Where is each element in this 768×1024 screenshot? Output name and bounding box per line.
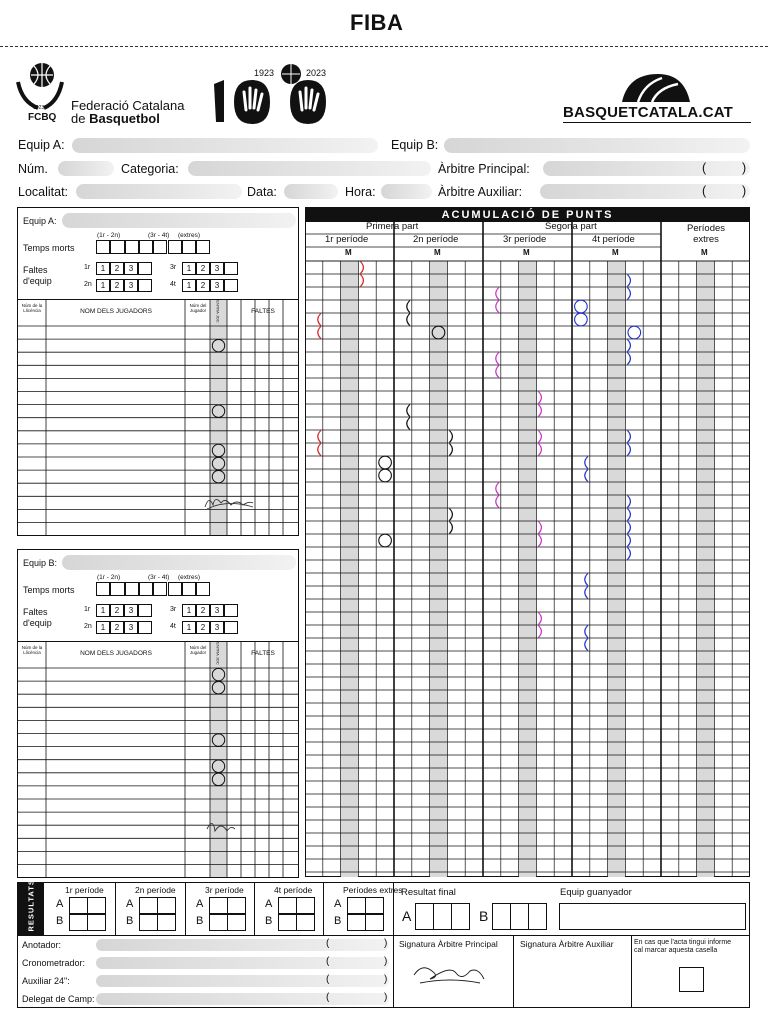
signature-divider-2 xyxy=(631,935,632,1008)
team_b-team-foul-box[interactable]: 3 xyxy=(210,604,224,617)
fcbq-abbr: FCBQ xyxy=(28,112,57,123)
equip-guanyador-label: Equip guanyador xyxy=(560,887,632,898)
score-mark xyxy=(318,431,321,443)
anotador-field[interactable] xyxy=(96,939,389,951)
arbitre-auxiliar-label: Àrbitre Auxiliar: xyxy=(438,185,523,199)
team_b-timeout-box[interactable] xyxy=(110,582,124,596)
results-period-box[interactable] xyxy=(139,914,158,931)
team_a-name-field[interactable] xyxy=(62,213,296,228)
team_a-tm-group-3: (extres) xyxy=(178,232,201,239)
results-period-box[interactable] xyxy=(227,914,246,931)
team_b-timeout-box[interactable] xyxy=(196,582,210,596)
arbitre-auxiliar-field[interactable] xyxy=(540,184,750,199)
score-mark xyxy=(585,470,588,482)
fcbq-year: 1923 xyxy=(33,105,45,111)
categoria-label: Categoria: xyxy=(121,162,179,176)
final-a-label: A xyxy=(402,908,412,924)
team_a-team-foul-box[interactable] xyxy=(224,262,238,275)
equip-a-field[interactable] xyxy=(72,138,378,153)
team_a-team-foul-box[interactable]: 2 xyxy=(110,279,124,292)
official-paren-open: ( xyxy=(326,956,330,967)
results-period-b-label: B xyxy=(265,915,273,927)
score-mark xyxy=(627,431,630,443)
arbitre-principal-field[interactable] xyxy=(543,161,750,176)
score-mark xyxy=(407,301,410,313)
team_a-team-foul-box[interactable] xyxy=(224,279,238,292)
results-vertical-label: RESULTATS xyxy=(26,879,36,932)
team_b-timeout-box[interactable] xyxy=(139,582,153,596)
final-b-label: B xyxy=(479,908,489,924)
period-3-header: 3r període xyxy=(503,234,547,245)
team_b-team-foul-box[interactable]: 1 xyxy=(96,604,110,617)
team_b-faltes-label: Faltes xyxy=(23,607,48,617)
results-period-box[interactable] xyxy=(157,897,176,914)
arbitre-principal-paren-open: ( xyxy=(702,161,707,175)
team_a-team-foul-box[interactable]: 1 xyxy=(182,262,196,275)
site-name: BASQUETCATALA.CAT xyxy=(563,104,734,121)
results-period-box[interactable] xyxy=(278,897,297,914)
score-mark xyxy=(379,456,392,469)
team_a-timeout-box[interactable] xyxy=(125,240,139,254)
results-period-a-label: A xyxy=(56,898,64,910)
principal-signature-icon xyxy=(410,955,490,990)
m-label-4: M xyxy=(612,248,619,257)
team_a-label: Equip A: xyxy=(23,216,57,226)
arbitre-auxiliar-paren-close: ) xyxy=(742,184,747,198)
num-label: Núm. xyxy=(18,162,48,176)
results-period-box[interactable] xyxy=(69,897,88,914)
basquetcatala-logo-icon xyxy=(618,72,692,104)
official-paren-open: ( xyxy=(326,938,330,949)
score-mark xyxy=(449,509,452,521)
score-mark xyxy=(585,457,588,469)
score-mark xyxy=(627,496,630,508)
results-period-box[interactable] xyxy=(365,897,384,914)
results-period-divider xyxy=(254,882,255,935)
signatura-principal-label: Signatura Àrbitre Principal xyxy=(399,939,498,949)
score-mark xyxy=(627,535,630,547)
scoring-grid[interactable] xyxy=(305,207,750,877)
team_a-col-noms: NOM DELS JUGADORS xyxy=(80,308,152,315)
team_b-team-foul-box[interactable]: 3 xyxy=(210,621,224,634)
team_b-team-foul-box[interactable]: 2 xyxy=(196,621,210,634)
official-paren-open: ( xyxy=(326,974,330,985)
score-mark xyxy=(538,626,541,638)
team_b-team-foul-box[interactable] xyxy=(224,621,238,634)
team_a-team-foul-box[interactable]: 2 xyxy=(196,262,210,275)
team_b-team-foul-box[interactable]: 2 xyxy=(110,621,124,634)
team_a-team-foul-box[interactable]: 3 xyxy=(210,262,224,275)
official-paren-open: ( xyxy=(326,992,330,1003)
final-b-digit-1[interactable] xyxy=(492,903,511,930)
team_b-tm-group-2: (3r - 4t) xyxy=(148,574,170,581)
site-underline xyxy=(563,122,751,123)
score-mark xyxy=(449,522,452,534)
results-mid-divider xyxy=(393,882,394,1008)
final-b-digit-2[interactable] xyxy=(510,903,529,930)
results-period-box[interactable] xyxy=(278,914,297,931)
score-mark xyxy=(585,639,588,651)
team_a-team-foul-box[interactable] xyxy=(138,279,152,292)
team_a-faltes-label: Faltes xyxy=(23,265,48,275)
team_b-col-num-jugador: Núm del Jugador xyxy=(189,645,207,655)
data-label: Data: xyxy=(247,185,277,199)
cronometrador-field[interactable] xyxy=(96,957,389,969)
fcbq-name-line2: de Basquetbol xyxy=(71,111,160,126)
team_a-roster-grid[interactable] xyxy=(17,299,299,536)
score-mark xyxy=(575,313,588,326)
m-label-3: M xyxy=(523,248,530,257)
results-period-box[interactable] xyxy=(87,897,106,914)
team_b-team-foul-box[interactable]: 1 xyxy=(96,621,110,634)
score-mark xyxy=(538,405,541,417)
period-1-header: 1r període xyxy=(325,234,369,245)
score-mark xyxy=(496,288,499,300)
team_b-team-foul-box[interactable]: 3 xyxy=(124,621,138,634)
team_a-temps-morts-label: Temps morts xyxy=(23,243,75,253)
delegat-label: Delegat de Camp: xyxy=(22,994,95,1004)
team_a-timeout-box[interactable] xyxy=(96,240,110,254)
score-mark xyxy=(585,626,588,638)
team_b-roster-table xyxy=(17,641,299,876)
team_b-dequip-label: d'equip xyxy=(23,618,52,628)
arbitre-principal-paren-close: ) xyxy=(742,161,747,175)
scoring-title: ACUMULACIÓ DE PUNTS xyxy=(306,208,749,222)
score-mark xyxy=(627,275,630,287)
team_a-team-foul-box[interactable]: 1 xyxy=(96,279,110,292)
official-paren-close: ) xyxy=(384,956,388,967)
page-title: FIBA xyxy=(350,10,404,35)
categoria-field[interactable] xyxy=(188,161,431,176)
team_b-label: Equip B: xyxy=(23,558,58,568)
score-mark xyxy=(496,353,499,365)
team_b-tm-group-1: (1r - 2n) xyxy=(97,574,121,581)
team_b-timeout-box[interactable] xyxy=(153,582,167,596)
final-a-digit-1[interactable] xyxy=(415,903,434,930)
team_b-period-label: 2n xyxy=(84,623,92,630)
team_b-col-licencia: Núm de la Llicència xyxy=(21,645,43,655)
results-period-box[interactable] xyxy=(227,897,246,914)
results-period-label-1: 1r període xyxy=(65,885,104,895)
arbitre-auxiliar-paren-open: ( xyxy=(702,184,707,198)
m-label-5: M xyxy=(701,248,708,257)
team_a-team-foul-box[interactable]: 2 xyxy=(110,262,124,275)
score-mark xyxy=(538,444,541,456)
num-field[interactable] xyxy=(58,161,114,176)
results-period-box[interactable] xyxy=(365,914,384,931)
team_a-team-foul-box[interactable]: 3 xyxy=(210,279,224,292)
score-mark xyxy=(628,326,641,339)
team_b-team-foul-box[interactable] xyxy=(138,621,152,634)
team_b-col-faltes: FALTES xyxy=(251,650,275,657)
results-period-box[interactable] xyxy=(157,914,176,931)
score-mark xyxy=(627,509,630,521)
results-right-divider xyxy=(393,935,750,936)
score-mark xyxy=(496,483,499,495)
score-mark xyxy=(627,288,630,300)
results-period-label-4: 4t període xyxy=(274,885,313,895)
team_a-team-foul-box[interactable]: 3 xyxy=(124,262,138,275)
team_a-col-entra: ENTRA JOC xyxy=(215,300,221,323)
results-period-b-label: B xyxy=(196,915,204,927)
results-top-divider xyxy=(17,935,393,936)
arbitre-principal-label: Àrbitre Principal: xyxy=(438,162,530,176)
team_b-period-label: 4t xyxy=(170,623,176,630)
team_b-timeout-box[interactable] xyxy=(96,582,110,596)
cronometrador-label: Cronometrador: xyxy=(22,958,86,968)
team_a-team-foul-box[interactable]: 2 xyxy=(196,279,210,292)
team_a-period-label: 1r xyxy=(84,264,91,271)
score-mark xyxy=(318,314,321,326)
team_b-team-foul-box[interactable]: 1 xyxy=(182,604,196,617)
score-mark xyxy=(538,535,541,547)
score-mark xyxy=(627,548,630,560)
auxiliar-label: Auxiliar 24": xyxy=(22,976,70,986)
team_a-col-num-jugador: Núm del Jugador xyxy=(189,303,207,313)
team_a-team-foul-box[interactable]: 3 xyxy=(124,279,138,292)
signature-divider-1 xyxy=(513,935,514,1008)
team_a-timeout-box[interactable] xyxy=(110,240,124,254)
report-note: En cas que l'acta tingui informe cal marcar aquesta casella xyxy=(634,939,732,954)
results-period-box[interactable] xyxy=(347,914,366,931)
results-period-label-5: Períodes extres xyxy=(343,885,403,895)
team_a-period-label: 4t xyxy=(170,281,176,288)
localitat-field[interactable] xyxy=(76,184,242,199)
official-paren-close: ) xyxy=(384,974,388,985)
localitat-label: Localitat: xyxy=(18,185,69,199)
results-period-a-label: A xyxy=(196,898,204,910)
score-mark xyxy=(449,431,452,443)
score-mark xyxy=(360,262,363,274)
team_a-roster-table xyxy=(17,299,299,534)
results-period-box[interactable] xyxy=(209,897,228,914)
score-mark xyxy=(496,301,499,313)
results-period-divider xyxy=(323,882,324,935)
team_b-period-label: 3r xyxy=(170,606,177,613)
team_b-team-foul-box[interactable]: 2 xyxy=(196,604,210,617)
team_a-timeout-box[interactable] xyxy=(196,240,210,254)
signatura-auxiliar-label: Signatura Àrbitre Auxiliar xyxy=(520,939,614,949)
equip-b-field[interactable] xyxy=(444,138,750,153)
score-mark xyxy=(379,469,392,482)
results-period-box[interactable] xyxy=(139,897,158,914)
score-mark xyxy=(538,431,541,443)
half-primera-part: Primera part xyxy=(366,221,419,232)
team_b-team-foul-box[interactable]: 3 xyxy=(124,604,138,617)
team_a-timeout-box[interactable] xyxy=(153,240,167,254)
half-segona-part: Segona part xyxy=(545,221,597,232)
results-period-a-label: A xyxy=(334,898,342,910)
score-mark xyxy=(627,444,630,456)
data-field[interactable] xyxy=(284,184,338,199)
equip-guanyador-field[interactable] xyxy=(559,903,746,930)
results-period-b-label: B xyxy=(56,915,64,927)
header-dashed-divider xyxy=(0,46,768,47)
team_a-timeout-box[interactable] xyxy=(139,240,153,254)
final-b-digit-3[interactable] xyxy=(528,903,547,930)
final-a-boxes[interactable] xyxy=(416,903,470,930)
team_a-period-label: 3r xyxy=(170,264,177,271)
score-mark xyxy=(496,366,499,378)
results-period-box[interactable] xyxy=(296,897,315,914)
resultat-final-label: Resultat final xyxy=(401,887,456,898)
score-mark xyxy=(407,314,410,326)
team_b-team-foul-box[interactable]: 2 xyxy=(110,604,124,617)
team_a-timeout-box[interactable] xyxy=(168,240,182,254)
team_a-col-faltes: FALTES xyxy=(251,308,275,315)
hora-label: Hora: xyxy=(345,185,376,199)
team_b-roster-grid[interactable] xyxy=(17,641,299,878)
team_b-col-entra: ENTRA JOC xyxy=(215,642,221,665)
team_b-timeout-box[interactable] xyxy=(168,582,182,596)
results-period-divider xyxy=(185,882,186,935)
team_b-col-noms: NOM DELS JUGADORS xyxy=(80,650,152,657)
team_b-team-foul-box[interactable] xyxy=(138,604,152,617)
team_a-timeout-box[interactable] xyxy=(182,240,196,254)
results-period-a-label: A xyxy=(126,898,134,910)
team_b-temps-morts-label: Temps morts xyxy=(23,585,75,595)
team_b-period-label: 1r xyxy=(84,606,91,613)
results-period-label-3: 3r període xyxy=(205,885,244,895)
results-period-box[interactable] xyxy=(347,897,366,914)
score-mark xyxy=(585,574,588,586)
score-mark xyxy=(318,327,321,339)
extra-periods-header: Períodes extres xyxy=(686,223,726,245)
score-mark xyxy=(627,340,630,352)
anotador-label: Anotador: xyxy=(22,940,62,950)
period-4-header: 4t període xyxy=(592,234,635,245)
score-mark xyxy=(538,522,541,534)
equip-b-label: Equip B: xyxy=(391,138,439,152)
team_b-team-foul-box[interactable]: 1 xyxy=(182,621,196,634)
score-mark xyxy=(575,300,588,313)
team_a-dequip-label: d'equip xyxy=(23,276,52,286)
centenary-year-end: 2023 xyxy=(306,68,327,78)
period-2-header: 2n període xyxy=(413,234,459,245)
team_a-col-licencia: Núm de la Llicència xyxy=(21,303,43,313)
score-mark xyxy=(318,444,321,456)
score-mark xyxy=(407,418,410,430)
team_a-period-label: 2n xyxy=(84,281,92,288)
score-mark xyxy=(496,496,499,508)
results-period-b-label: B xyxy=(126,915,134,927)
team_a-tm-group-1: (1r - 2n) xyxy=(97,232,121,239)
results-period-box[interactable] xyxy=(209,914,228,931)
official-paren-close: ) xyxy=(384,992,388,1003)
final-a-digit-3[interactable] xyxy=(451,903,470,930)
score-mark xyxy=(627,353,630,365)
team_b-timeout-box[interactable] xyxy=(182,582,196,596)
team_b-team-foul-box[interactable] xyxy=(224,604,238,617)
score-mark xyxy=(627,522,630,534)
centenary-year-start: 1923 xyxy=(254,68,275,78)
report-checkbox[interactable] xyxy=(679,967,704,992)
team_a-team-foul-box[interactable]: 1 xyxy=(96,262,110,275)
team_a-team-foul-box[interactable]: 1 xyxy=(182,279,196,292)
equip-a-label: Equip A: xyxy=(18,138,65,152)
score-mark xyxy=(538,613,541,625)
score-mark xyxy=(379,534,392,547)
score-mark xyxy=(585,587,588,599)
official-paren-close: ) xyxy=(384,938,388,949)
score-mark xyxy=(407,405,410,417)
final-a-digit-2[interactable] xyxy=(433,903,452,930)
final-b-boxes[interactable] xyxy=(493,903,547,930)
results-period-label-2: 2n període xyxy=(135,885,176,895)
delegat-field[interactable] xyxy=(96,993,389,1005)
results-period-divider xyxy=(115,882,116,935)
results-period-box[interactable] xyxy=(87,914,106,931)
team_b-timeout-box[interactable] xyxy=(125,582,139,596)
results-period-a-label: A xyxy=(265,898,273,910)
results-period-b-label: B xyxy=(334,915,342,927)
score-mark xyxy=(538,392,541,404)
team_a-team-foul-box[interactable] xyxy=(138,262,152,275)
team_b-name-field[interactable] xyxy=(62,555,296,570)
fcbq-name-line1: Federació Catalana xyxy=(71,98,185,113)
score-mark xyxy=(360,275,363,287)
auxiliar-field[interactable] xyxy=(96,975,389,987)
score-mark xyxy=(449,444,452,456)
results-period-box[interactable] xyxy=(69,914,88,931)
team_b-tm-group-3: (extres) xyxy=(178,574,201,581)
hora-field[interactable] xyxy=(381,184,432,199)
m-label-2: M xyxy=(434,248,441,257)
team_a-tm-group-2: (3r - 4t) xyxy=(148,232,170,239)
results-period-box[interactable] xyxy=(296,914,315,931)
m-label-1: M xyxy=(345,248,352,257)
